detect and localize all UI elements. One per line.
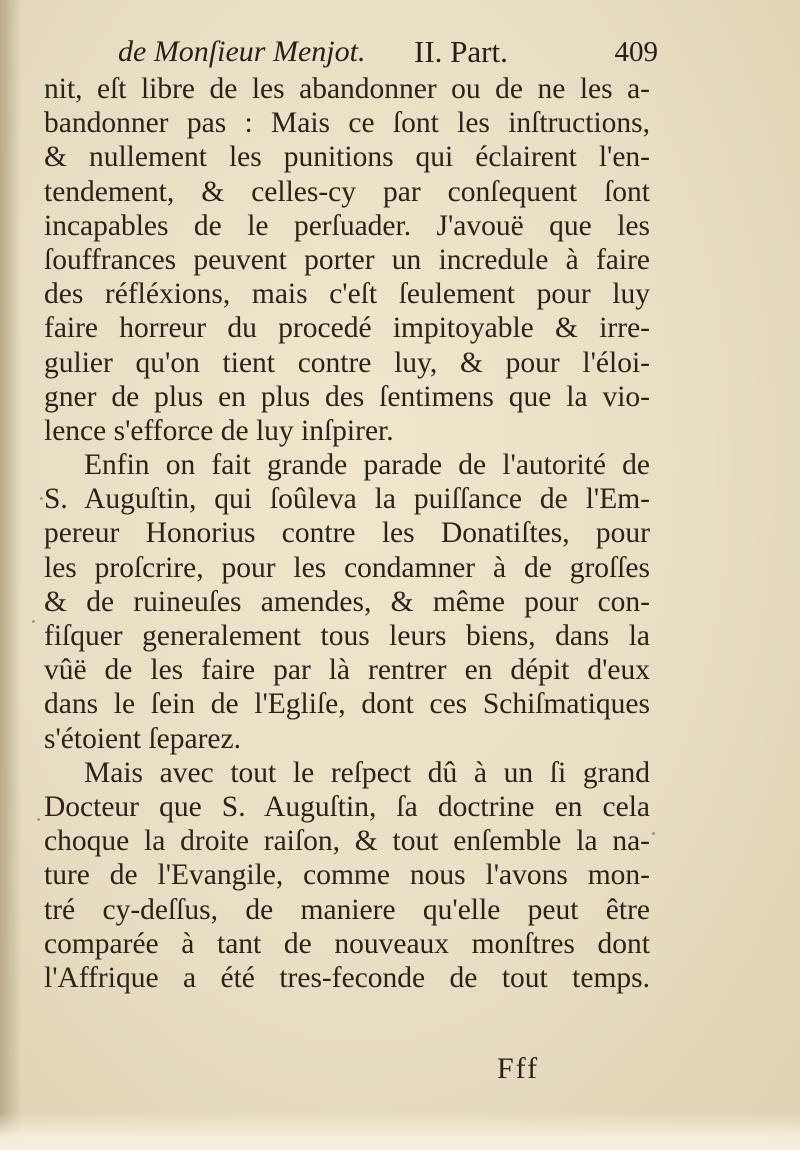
text-line: pereur Honorius contre les Donatiſtes, pour — [44, 517, 650, 550]
scan-speck — [37, 818, 40, 821]
text-line: fiſquer generalement tous leurs biens, dans la — [44, 620, 650, 652]
signature-mark: Fff — [497, 1052, 540, 1085]
text-line: lence s'efforce de luy inſpirer. — [44, 414, 394, 447]
text-line: nit, eſt libre de les abandonner ou de ne les a- — [44, 73, 650, 105]
text-line: & de ruineuſes amendes, & même pour con- — [44, 585, 650, 618]
text-line: dans le ſein de l'Egliſe, dont ces Schiſmatiques — [44, 688, 650, 721]
scan-speck — [652, 832, 655, 835]
scan-speck — [40, 497, 43, 500]
part-label: II. Part. — [414, 34, 508, 69]
text-line: incapables de le perſuader. J'avouë que les — [44, 209, 650, 242]
text-line: ture de l'Evangile, comme nous l'avons mon- — [44, 859, 650, 892]
text-line: gulier qu'on tient contre luy, & pour l'éloi- — [44, 346, 650, 379]
text-line: Enfin on fait grande parade de l'autorité de — [84, 449, 650, 482]
text-line: gner de plus en plus des ſentimens que la vio- — [44, 380, 650, 413]
text-line: les proſcrire, pour les condamner à de groſſes — [44, 551, 650, 584]
body-text — [44, 72, 650, 995]
text-line: l'Affrique a été tres-feconde de tout temps. — [44, 961, 650, 994]
running-title: de Monſieur Menjot. — [118, 35, 366, 68]
text-line: Docteur que S. Auguſtin, ſa doctrine en cela — [44, 790, 650, 823]
text-line: comparée à tant de nouveaux monſtres dont — [44, 927, 650, 960]
text-line: s'étoient ſeparez. — [44, 722, 241, 755]
text-line: Mais avec tout le reſpect dû à un ſi grand — [84, 756, 650, 789]
text-line: faire horreur du procedé impitoyable & irre- — [44, 312, 650, 345]
text-line: ſouffrances peuvent porter un incredule à faire — [44, 243, 650, 276]
text-line: S. Auguſtin, qui ſoûleva la puiſſance de l'Em- — [44, 483, 650, 516]
text-line: tendement, & celles-cy par conſequent ſont — [44, 175, 650, 208]
page-number: 409 — [614, 36, 658, 68]
text-line: & nullement les punitions qui éclairent l'en- — [44, 141, 650, 174]
text-line: vûë de les faire par là rentrer en dépit d'eux — [44, 654, 650, 687]
scan-speck — [32, 620, 35, 623]
running-header — [118, 30, 658, 74]
text-line: tré cy-deſſus, de maniere qu'elle peut être — [44, 893, 650, 926]
text-line: choque la droite raiſon, & tout enſemble la na- — [44, 825, 650, 858]
text-line: des réfléxions, mais c'eſt ſeulement pour luy — [44, 278, 650, 311]
text-line: bandonner pas : Mais ce ſont les inſtructions, — [44, 107, 650, 140]
